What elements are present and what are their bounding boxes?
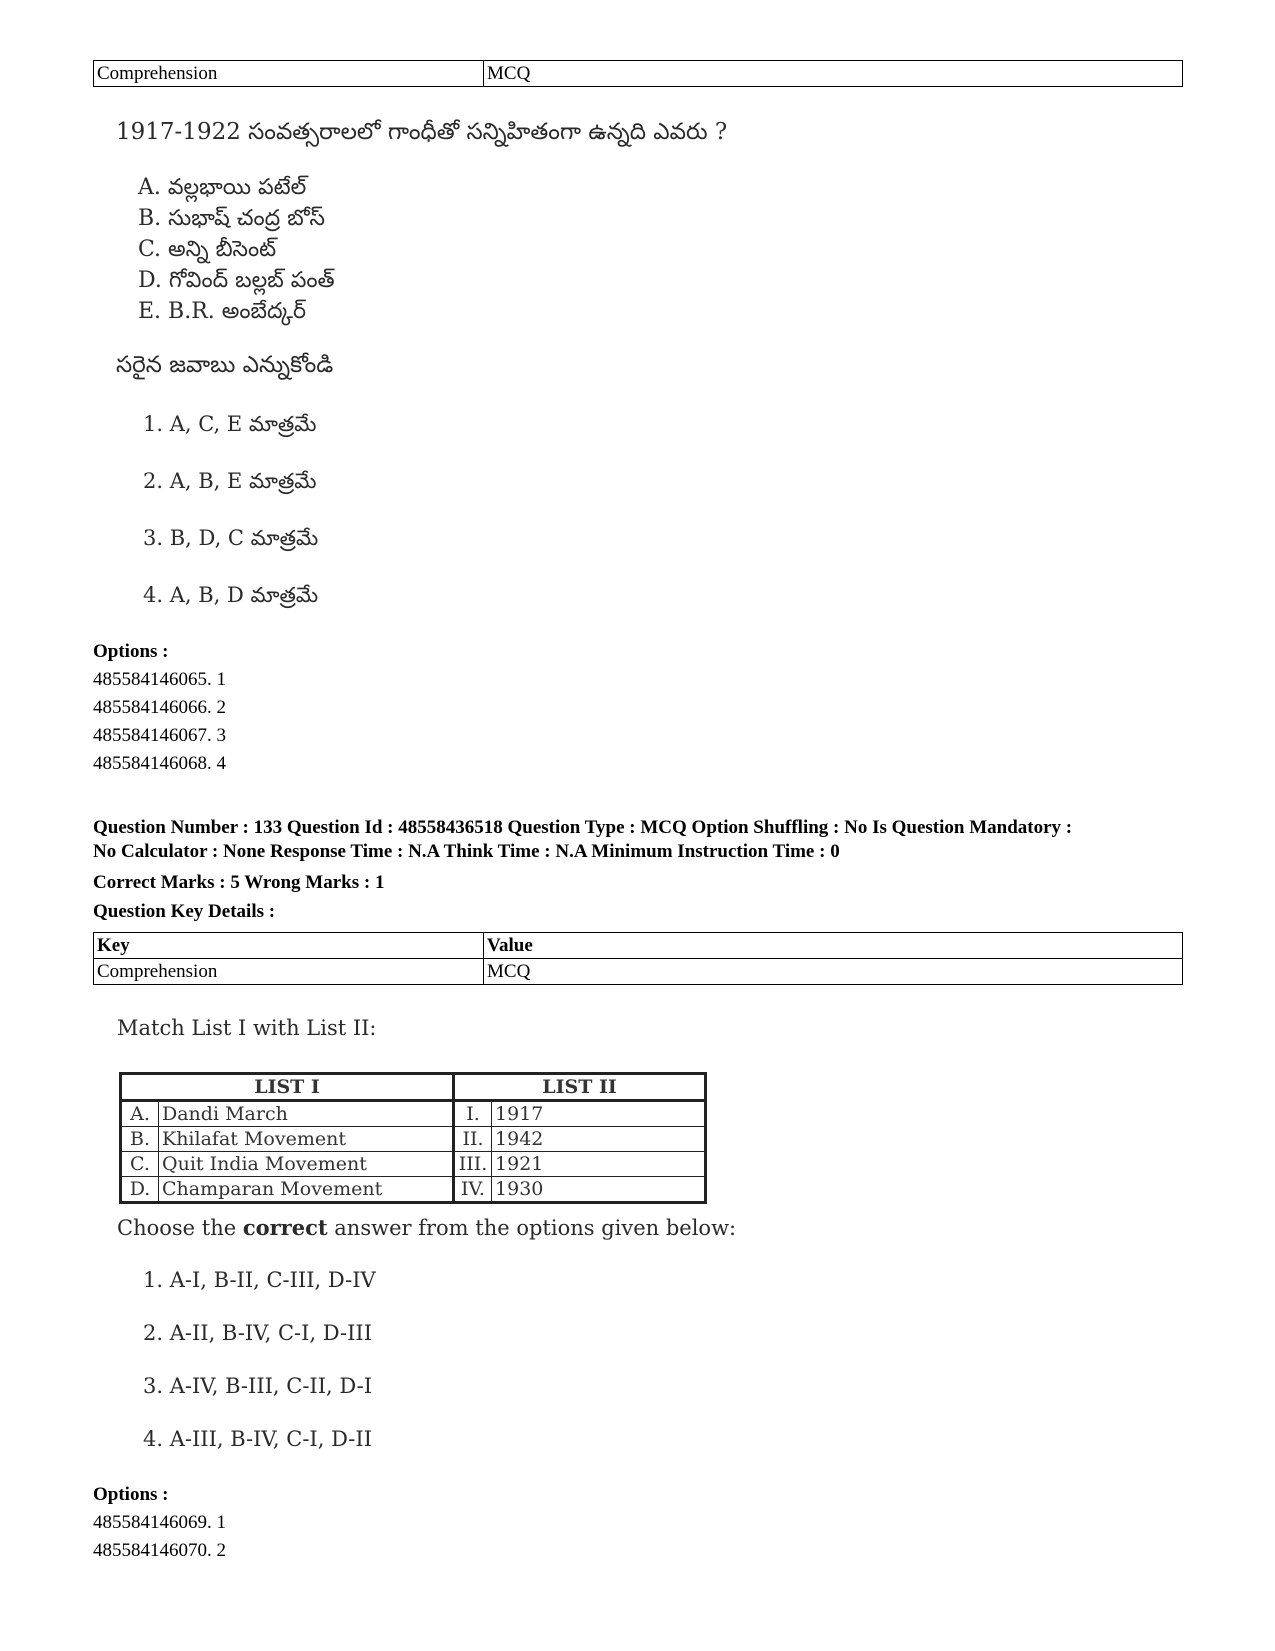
option-item: 485584146070. 2 [93,1540,226,1561]
answer-choice: 2. A-II, B-IV, C-I, D-III [143,1321,372,1345]
list-two-header: LIST II [454,1074,706,1101]
top-key-table [93,60,1183,87]
answer-choice: 1. A, C, E మాత్రమే [143,412,317,436]
list-item: E. B.R. అంబేద్కర్ [138,299,307,324]
key-details-heading: Question Key Details : [93,901,276,922]
match-prompt: Match List I with List II: [117,1016,377,1040]
row-numeral: I. [454,1101,492,1127]
table-row [121,1101,706,1127]
list-item: D. గోవింద్ బల్లబ్ పంత్ [138,268,335,293]
row-letter: C. [121,1152,159,1177]
row-numeral: III. [454,1152,492,1177]
options-heading: Options : [93,641,169,662]
key-cell: Comprehension [94,959,484,985]
row-numeral: IV. [454,1177,492,1203]
list-one-header: LIST I [121,1074,454,1101]
row-item: Khilafat Movement [159,1127,454,1152]
marks-text: Correct Marks : 5 Wrong Marks : 1 [93,872,385,893]
table-row [121,1127,706,1152]
header-value: Value [484,933,1183,959]
key-details-table [93,932,1183,985]
answer-choice: 2. A, B, E మాత్రమే [143,469,317,493]
option-item: 485584146068. 4 [93,753,226,774]
value-cell: MCQ [484,959,1183,985]
options-block [93,1481,226,1565]
row-item: Quit India Movement [159,1152,454,1177]
list-item: A. వల్లభాయి పటేల్ [138,175,307,200]
row-letter: D. [121,1177,159,1203]
table-header-row [94,933,1183,959]
choose-post: answer from the options given below: [327,1216,737,1240]
question-text: 1917-1922 సంవత్సరాలలో గాంధీతో సన్నిహితంగా ఉన్నది ఎవరు ? [116,119,728,145]
match-list-table [119,1072,707,1204]
answer-choice: 4. A, B, D మాత్రమే [143,583,319,607]
meta-line: No Calculator : None Response Time : N.A Think Time : N.A Minimum Instruction Time : 0 [93,841,840,862]
choose-instruction [117,1215,736,1240]
value-cell: MCQ [484,61,1183,87]
instruction-text: సరైన జవాబు ఎన్నుకోండి [116,352,334,378]
row-letter: B. [121,1127,159,1152]
list-item: C. అన్ని బీసెంట్ [138,237,277,262]
row-value: 1930 [492,1177,706,1203]
row-value: 1917 [492,1101,706,1127]
row-item: Champaran Movement [159,1177,454,1203]
question-items [138,172,335,327]
options-heading: Options : [93,1484,169,1505]
choose-pre: Choose the [117,1216,243,1240]
answer-choice: 3. B, D, C మాత్రమే [143,526,319,550]
option-item: 485584146069. 1 [93,1512,226,1533]
option-item: 485584146065. 1 [93,669,226,690]
answer-choice: 4. A-III, B-IV, C-I, D-II [143,1427,372,1451]
choose-bold: correct [242,1215,328,1240]
table-header-row [121,1074,706,1101]
table-row [121,1152,706,1177]
answer-choice: 1. A-I, B-II, C-III, D-IV [143,1268,376,1292]
row-letter: A. [121,1101,159,1127]
option-item: 485584146067. 3 [93,725,226,746]
row-numeral: II. [454,1127,492,1152]
meta-line: Question Number : 133 Question Id : 48558436518 Question Type : MCQ Option Shuffling : No Is Question Mandatory : [93,817,1073,838]
header-key: Key [94,933,484,959]
options-block [93,638,226,778]
list-item: B. సుభాష్ చంద్ర బోస్ [138,206,325,231]
table-row [94,61,1183,87]
option-item: 485584146066. 2 [93,697,226,718]
row-value: 1942 [492,1127,706,1152]
table-row [94,959,1183,985]
table-row [121,1177,706,1203]
question-meta [93,816,1072,864]
row-value: 1921 [492,1152,706,1177]
row-item: Dandi March [159,1101,454,1127]
answer-choice: 3. A-IV, B-III, C-II, D-I [143,1374,372,1398]
key-cell: Comprehension [94,61,484,87]
